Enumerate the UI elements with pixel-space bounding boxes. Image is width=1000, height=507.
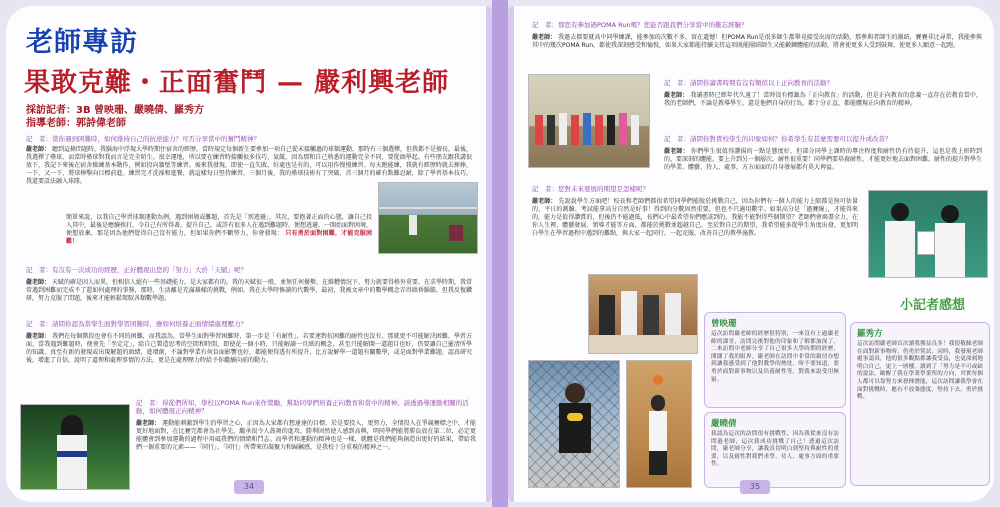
section-tag: 老師專訪 — [26, 27, 138, 58]
answer-1 — [26, 146, 472, 186]
speaker-label: 嚴老師： — [26, 146, 51, 153]
speaker-label: 嚴老師： — [26, 279, 51, 286]
answer-4 — [136, 420, 476, 452]
question-1: 記 者：那您有參加過POMA Run嗎？您能否跟我們分享當中的難忘經驗？ — [532, 21, 748, 29]
question-3: 記 者：請問你認為當學生面對學習困難時，應如何培養正面情緒處理壓力？ — [26, 320, 247, 328]
teacher-baseball-photo — [20, 404, 130, 490]
question-2: 記 者：有沒有一次成功的經歷，正好體現出您的「努力」大於「天賦」呢？ — [26, 266, 247, 274]
answer-text: 我讀書時已經年代久遠了！當時沒有標籤為「正向教育」的活動，但是正向教育的意義一直存在於教育當中，我的老師們，不論是教導學生，還是他們自身的行為，都十分正直，都能體現正向教育的精神。 — [664, 92, 982, 107]
right-page — [508, 6, 994, 502]
question-4: 記 者：您對未來發展的期望是怎樣呢？ — [532, 185, 649, 193]
speaker-label: 嚴老師： — [136, 420, 161, 427]
reflection-author: 曾映珊 — [711, 319, 737, 329]
reflection-heading: 小記者感想 — [900, 298, 966, 313]
child-batman-photo — [528, 360, 620, 488]
answer-text: 運動能刺激到學生的學習之心，正因為大家都有想達達的目標，於是要投入，更努力，全情投入在爭競賽標之中，才能更好地面對，在比賽完都會為社學先，繼承很令人鼓舞的進攻，勝利固然使人感到高興，明同學們能將勝負放在第二位，必定更能體會到參加運動的過程中用砥我們的情緒和鬥志。而學習和運動的精神也是一樣，就體是我們能夠創造出更好的結果，帶給我們一個重要的元素——「同行」、「同行」所帶來的凝聚力和歸屬感，是我校十分重視的精神之一。 — [136, 420, 476, 451]
answer-3 — [26, 333, 472, 365]
reporters-credit: 採訪記者：3B 曾映珊、嚴曉倩、羅秀方 — [26, 105, 205, 116]
reflection-text: 這次訪問嚴老師首次讀我獲益良多！我很敬佩老師在面對新事物時，仍勇於嘗試；同時，我發現老師處事認真，他的很多觀點都讓我受益，也更深刻地明白自己，更上一層樓。讀到了「努力是不可或缺的說法，歐醒了我在學業學業所的方向，其實每個人都可以靠努力來發揮潛能，這次訪問讓我學會在面對挑戰時，應有不放棄態度，堅持下去，勇於挑戰。 — [857, 341, 983, 401]
question-1: 記 者：當你遇到困難時，如何維持自己的抗逆能力？可否分享當中的奮鬥精神？ — [26, 135, 260, 143]
answer-1-cont — [66, 214, 372, 246]
dining-group-photo — [588, 274, 698, 354]
reflection-card-1 — [704, 312, 846, 408]
answer-1 — [532, 34, 982, 50]
question-2: 記 者：請問你讀書時期有沒有類似以上正向教育的活動？ — [664, 79, 833, 87]
question-text: 記 者：得從們所知，學校以POMA Run來作獎勵，幫助同學們培養正向教育和當中的精神。請透過導運動相關的活動，如何體現正向精神？ — [136, 399, 469, 415]
answer-4 — [532, 198, 858, 238]
question-4 — [136, 399, 476, 415]
page-number: 34 — [234, 480, 264, 494]
teacher-student-portrait — [868, 190, 988, 278]
speaker-label: 嚴老師： — [26, 333, 51, 340]
group-running-photo — [528, 74, 650, 168]
answer-text: 先說說學生方面吧！校長和老師們都很希望同學們能脫於挑戰自己，因為你們有一個人的能力上限都是無可估量的，平日的測驗、考試能拿高分自然是好事！得到的分數固然重要，但也不只適用數字。如果高分是「過賽線」，才能得來的，能力是值得讚賞的，但後仍不能過低，長們心中最希望你們應該到的，我能不能對得些個期望？老師們會竭盡全力，在你人生裡，體藝發展、領導才能等方面，都能於挑戰並超越自己，至於對自己的期望，我希望能多從學生角度出發，更加明白學生在學習過程中遇到的難點，與大家一起同行，一起克服，改善自己的教學施教。 — [532, 198, 858, 237]
softball-practice-photo — [378, 182, 478, 254]
answer-text: 我們在每個階段也會有不同的困難，而我認為，當學生面對學習困難時，第一步是「有耐性」，若要連對抗困難的耐性也沒有，那就更不可能解決困難。學習方面，當我遇到難題時，便會先「坐定定」，給自己製造思考的空間和時間，即使花一個小時，只能解讀一頁紙的概念，甚至只能解開一道題目也好，仍要讓自己靈清所學的知識，真至有新的發現或出現解題的頭緒，進增創，不論對學業有何負面影響也好，都能便得透有所提升，比方說解學一道題有關數學，或是面對學業難題，認真研究後，增進了自信，說明了道理和處理事情的方法，更是在處理壓力時給予你繼續向前的動力。 — [26, 333, 472, 364]
reflection-author: 羅秀方 — [857, 329, 883, 339]
reflection-text: 這次訪問嚴老師的經歷很特別，一來沒有上過嚴老師的課堂，訪問完後對他的印象和了解都加深了。二來訪問中老師分享了自己很多大學時期的經歷，開闊了我的眼界。嚴老師在訪問中非常的親切亦想到讓我感受到了他對教學的熱忱，時不要知道，要勇於面對新事物以及培養耐性等，對我來說受用無窮。 — [711, 331, 839, 383]
speaker-label: 嚴老師： — [532, 198, 557, 205]
answer-text-cont: 簡單來說，以我自己學習球類運動為例，遇到困境或難題，首先是「別逃避」，其次，要抱著正面的心態，讓自己投入其中，最後是應續挨打，今自己有所得著，提升自己，或許有很多人在遇到難題時，便想逃避，一開始面對困境，便想放棄，那是因為他們覺得自己沒有能力，但如果你們不斷努力，你會發現： — [66, 214, 373, 237]
answer-2 — [26, 279, 472, 303]
speaker-label: 嚴老師： — [664, 92, 689, 99]
basketball-photo — [626, 360, 692, 488]
reflection-text: 我認為這次的訪問很有挑戰性，因為我從來沒有訪問過老師，這次我成功挑戰了自己！透過這次訪問，嚴老師分享，讓我真切明白到堅持與耐性的重要，以及耐性對我們求學、待人、處事方面的重要性。 — [711, 431, 839, 468]
speaker-label: 嚴老師： — [664, 148, 689, 155]
credits — [26, 104, 204, 130]
page-number: 35 — [740, 480, 770, 494]
speaker-label: 嚴老師： — [532, 34, 557, 41]
advisor-credit: 指導老師：郭詩偉老師 — [26, 118, 126, 129]
answer-text: 天賦的確是因人而異，但相信人絕有一些基礎能力，是大家都有的。我的天賦很一般，並無任何優勢，在維糟情況下，努力就要得格外重要。在求學時期，我常常遇到困難而完成不了還如何處理的事務，那時，生活離是充滿雄樣的挑戰，例如，我在大學時修讀的代數學，最初，我被文章中的數學概念弄得頭昏腦脹，但我反復鑽研，努力克服了問題，後來才能輕鬆駕馭各類數學題。 — [26, 279, 472, 302]
article-title: 果敢克難・正面奮鬥 — 嚴利興老師 — [24, 68, 450, 98]
answer-text: 聽到這條問題時，我腦海中浮現大學時期住宿舍的經歷。當時規定每個新生要參加一項自己從未接觸過的球類運動，那時有三個選擇，但我都不是擅長，最後，我選擇了壘球，而當時壘球對我而言是完全陌生。很幸運地，所以要在練習時接觸很多技巧、氣餒，因為那和自己熟悉的運動完全不同，要從頭學起。有些朋友跟我講很放下，我記下來後在宿舍操練基本動作，例如投向牆壁等練習。後來我發現，即使一直失敗，好處也是有的，可以用作慢慢練習。每天跑能練，我就有經歷時就去揮棒，一下、又一下，將球棒擊向目標前進。練習完才洗澡和進餐，就這樣每日堅持練習，三個月後，我的壘球技術有了突破，首三個月的確有點難忍耐，除了學習基本技巧，我還要設法融入球隊。 — [26, 146, 472, 185]
reflection-author: 嚴曉倩 — [711, 419, 737, 429]
reflection-card-3 — [704, 412, 846, 488]
answer-text: 我過去都要就高中同學練課，能參加的次數不多，實在遺憾！但POMA Run是很多師生都舉竟接受出席的活動，那參與者師生的團結，賽賽非比尋常，我能參與其中的幾次POMA Run，都使我深刻感受和愉悅，如果大家都能持續支持這項既能團結師生又能鍛鍊體能的活動，將會使更多人受到鼓舞，使更多人願意一起跑。 — [532, 34, 982, 49]
answer-3 — [664, 148, 982, 172]
left-page — [6, 6, 492, 502]
answer-text: 你們學生很值得讚揚的一點是態度好，但部分同學上課時的專注程度和耐性仍有待提升，這也是我上班時到的，要深刻的體能，要上升到另一個層次，耐性很重要！同學們要培養耐性，才能更好地去面對困難，耐性的提升對學生的學業、體藝、待人、處事，方方面面的自身發展都有莫大裨益。 — [664, 148, 983, 171]
page-gutter — [492, 0, 508, 507]
reflection-card-2 — [850, 322, 990, 486]
question-3: 記 者：請問你對貴校學生的印象如何？你希學生有甚麼需要可以提升或改善？ — [664, 135, 892, 143]
answer-2 — [664, 92, 982, 108]
answer-highlight: 只有勇於面對困難，才能克服困難！ — [66, 230, 372, 245]
